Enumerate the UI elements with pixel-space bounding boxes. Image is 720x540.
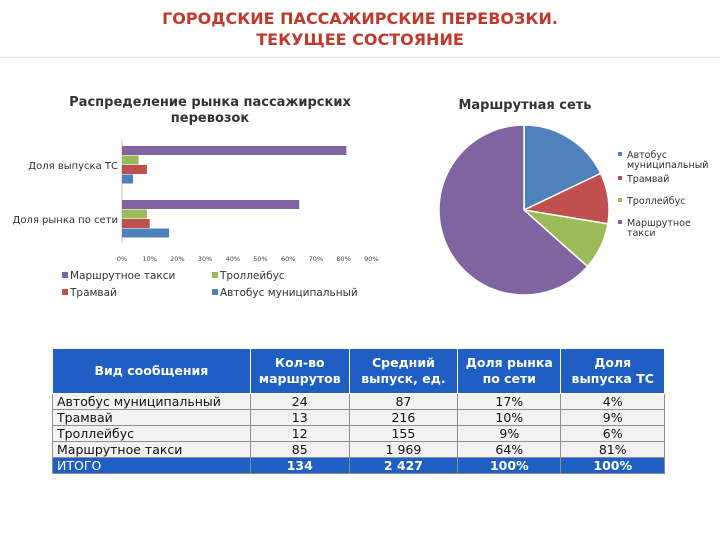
x-tick-label: 80%	[336, 255, 351, 263]
cell-routes: 13	[250, 410, 349, 426]
pie-chart-title: Маршрутная сеть	[458, 98, 592, 113]
cell-type: Автобус муниципальный	[53, 394, 251, 410]
cell-routes: 12	[250, 426, 349, 442]
cell-market-share: 10%	[458, 410, 561, 426]
legend-label: Трамвай	[70, 287, 117, 299]
table-row	[53, 426, 665, 442]
cell-type: Трамвай	[53, 410, 251, 426]
table-header-row	[53, 349, 665, 394]
cell-total-routes: 134	[250, 458, 349, 474]
table-row	[53, 394, 665, 410]
pie-legend-swatch	[618, 220, 622, 224]
col-header-routes: Кол-во маршрутов	[250, 349, 349, 394]
legend-label: Автобус муниципальный	[220, 287, 358, 299]
table-row	[53, 442, 665, 458]
cell-total-market-share: 100%	[458, 458, 561, 474]
col-header-fleet-share: Доля выпуска ТС	[561, 349, 665, 394]
x-tick-label: 10%	[142, 255, 157, 263]
table-row	[53, 410, 665, 426]
cell-market-share: 64%	[458, 442, 561, 458]
col-header-type: Вид сообщения	[53, 349, 251, 394]
cell-routes: 85	[250, 442, 349, 458]
pie-legend-label: Трамвай	[627, 174, 670, 185]
col-header-avg-output: Средний выпуск, ед.	[349, 349, 457, 394]
cell-fleet-share: 9%	[561, 410, 665, 426]
x-tick-label: 60%	[280, 255, 296, 263]
x-tick-label: 90%	[364, 255, 379, 263]
cell-fleet-share: 4%	[561, 394, 665, 410]
cell-avg-output: 216	[349, 410, 457, 426]
cell-total-label: ИТОГО	[53, 458, 251, 474]
cell-avg-output: 155	[349, 426, 457, 442]
x-tick-label: 20%	[170, 255, 185, 263]
cell-fleet-share: 6%	[561, 426, 665, 442]
legend-label: Маршрутное такси	[70, 270, 176, 282]
bar-chart-title: Распределение рынка пассажирских перевозок	[69, 95, 351, 126]
cell-fleet-share: 81%	[561, 442, 665, 458]
category-label: Доля выпуска ТС	[28, 161, 118, 172]
table-total-row	[53, 458, 665, 474]
cell-market-share: 9%	[458, 426, 561, 442]
cell-avg-output: 87	[349, 394, 457, 410]
pie-legend-swatch	[618, 198, 622, 202]
pie-legend-label: Маршрутное такси	[627, 218, 691, 239]
routes-table	[52, 348, 665, 474]
legend-label: Троллейбус	[220, 270, 285, 282]
x-tick-label: 70%	[308, 255, 324, 263]
x-tick-label: 30%	[197, 255, 213, 263]
cell-type: Маршрутное такси	[53, 442, 251, 458]
pie-legend-swatch	[618, 152, 622, 156]
pie-legend-label: Автобус муниципальный	[627, 150, 709, 171]
x-tick-label: 0%	[116, 255, 128, 263]
cell-total-fleet-share: 100%	[561, 458, 665, 474]
x-tick-label: 40%	[225, 255, 241, 263]
cell-routes: 24	[250, 394, 349, 410]
x-tick-label: 50%	[253, 255, 268, 263]
slide-title-line1: ГОРОДСКИЕ ПАССАЖИРСКИЕ ПЕРЕВОЗКИ.	[162, 9, 558, 28]
category-label: Доля рынка по сети	[12, 215, 118, 226]
cell-avg-output: 1 969	[349, 442, 457, 458]
cell-type: Троллейбус	[53, 426, 251, 442]
cell-total-avg-output: 2 427	[349, 458, 457, 474]
col-header-market-share: Доля рынка по сети	[458, 349, 561, 394]
pie-legend-swatch	[618, 176, 622, 180]
pie-legend-label: Троллейбус	[627, 196, 686, 207]
slide-title-line2: ТЕКУЩЕЕ СОСТОЯНИЕ	[256, 30, 464, 49]
cell-market-share: 17%	[458, 394, 561, 410]
